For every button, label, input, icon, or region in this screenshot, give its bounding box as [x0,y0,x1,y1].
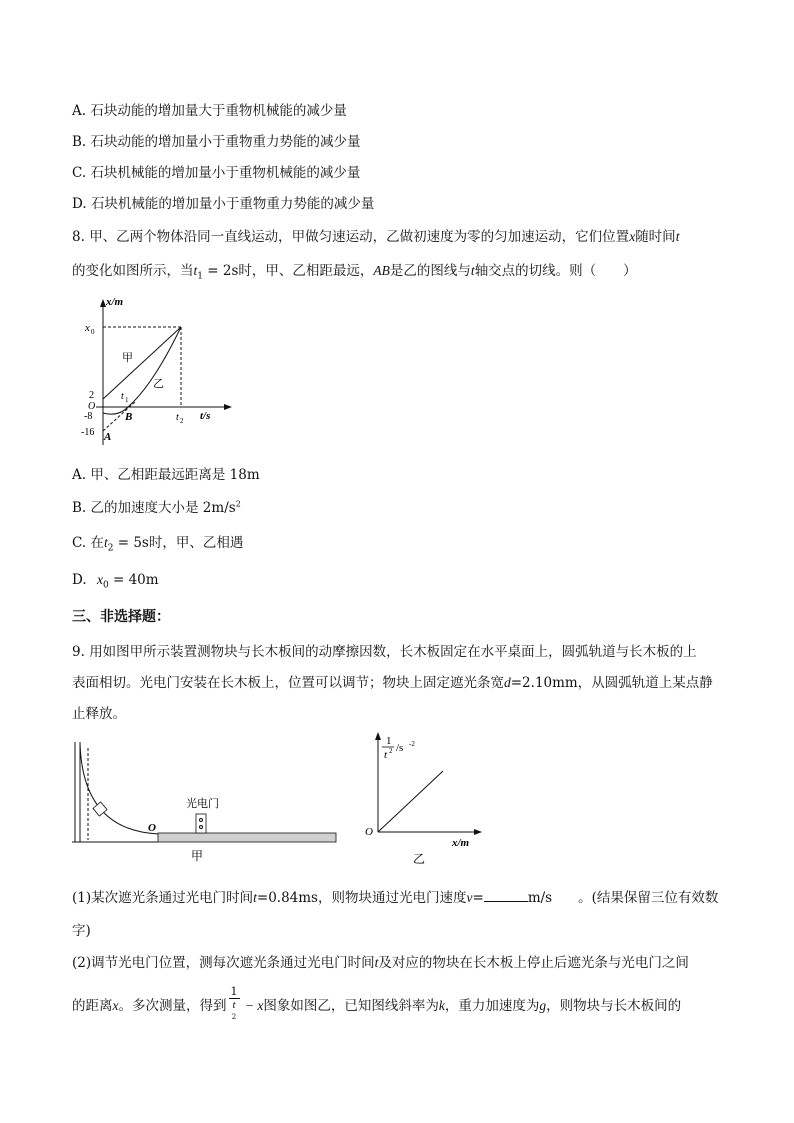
math-var: g [539,997,547,1013]
stem-text: (2)调节光电门位置，测每次遮光条通过光电门时间 [72,955,375,971]
option-text: 石块动能的增加量小于重物重力势能的减少量 [90,134,361,150]
stem-text: =2.10mm，从圆弧轨道上某点静 [510,675,713,691]
option-text: 在 [90,535,104,551]
stem-text: 。(结果保留三位有效数 [578,890,719,906]
stem-text: 用如图甲所示装置测物块与长木板间的动摩擦因数，长木板固定在水平桌面上，圆弧轨道与长木板的上 [89,644,697,660]
math-var: t [253,890,257,905]
fraction-num: 1 [230,985,238,998]
q9-part2-line2 [72,986,681,1027]
graph-line [378,771,443,832]
stem-text: 字) [72,923,91,939]
label-jia: 甲 [122,352,133,364]
tick-2: 2 [89,390,94,401]
math-val: = 2s [203,263,239,279]
stem-text: 。多次测量，得到 [118,997,227,1014]
fraction-den: t [232,999,236,1011]
option-key: D. [72,572,87,588]
q7-option-b [72,130,361,150]
stem-text: (1)某次遮光条通过光电门时间 [72,890,254,906]
option-key: B. [72,500,87,516]
math-var: AB [373,263,390,278]
line-jia [103,327,181,399]
label-t2: t [176,412,179,423]
q9-line3 [72,702,126,722]
math-var: t [675,229,680,244]
option-key: C. [72,165,87,181]
answer-blank[interactable] [484,889,528,902]
math-var: x [96,572,103,587]
q9-line2 [72,671,713,691]
q7-option-d [72,192,374,212]
o-label: O [365,826,373,838]
option-key: D. [72,196,87,212]
math-var: t [470,263,475,278]
label-t1: t [121,391,124,402]
q8-xt-graph [78,295,238,455]
question-number: 9. [72,644,85,660]
stem-text: 随时间 [635,229,676,245]
q9-figure-jia [68,738,348,868]
fraction-den-sup: 2 [231,1013,237,1021]
q9-part2-line1 [72,951,689,971]
stem-text: ，则物块与长木板间的 [546,997,682,1014]
option-key: A. [72,103,87,119]
math-sub: 2 [107,543,114,554]
stem-text: 止释放。 [72,706,126,722]
x-axis-arrow [474,829,482,835]
label-b: B [125,411,133,423]
option-text: 石块动能的增加量大于重物机械能的减少量 [90,103,347,119]
y-frac-den: t [384,749,388,761]
q9-line1 [72,640,697,660]
caption-yi: 乙 [413,852,426,866]
y-unit-sup: -2 [409,740,415,748]
photogate-label: 光电门 [186,798,219,810]
math-var: t [103,535,108,550]
math-val: = 40m [108,572,159,588]
option-text: 乙的加速度大小是 2m/s [90,500,236,516]
unit-text: m/s [527,890,553,906]
question-number: 8. [72,229,85,245]
math-sub: 1 [197,271,203,282]
stem-text: 图象如图乙，已知图线斜率为 [263,997,439,1014]
option-text: 石块机械能的增加量小于重物重力势能的减少量 [90,196,375,212]
x-axis-label: t/s [200,410,211,422]
stem-text: 的变化如图所示，当 [72,263,194,279]
board [158,833,336,842]
o-label: O [148,822,156,834]
y-unit: /s [396,742,404,754]
caption-jia: 甲 [191,849,204,863]
q8-option-c [72,531,243,554]
q7-option-a [72,99,347,119]
q8-stem-line2 [72,259,637,282]
curve-yi [103,327,181,414]
stem-text: 及对应的物块在长木板上停止后遮光条与光电门之间 [378,955,689,971]
option-text: 甲、乙相距最远距离是 18m [90,467,260,483]
q9-part1-line1 [72,886,718,906]
q8-option-d [72,572,159,591]
x-label: x/m [452,837,470,849]
math-var: x [112,997,119,1013]
label-yi: 乙 [153,378,164,390]
option-key: A. [72,467,87,483]
option-key: C. [72,535,87,551]
y-axis-label: x/m [106,296,124,308]
math-var: k [438,997,445,1013]
q8-option-a [72,463,260,483]
tick-m16: -16 [81,427,95,438]
q9-part1-line2 [72,919,91,939]
q7-option-c [72,161,360,181]
fraction [229,986,240,1027]
q8-option-b [72,496,241,516]
stem-text: 轴交点的切线。则（ ） [474,263,637,279]
math-var: t [374,955,379,970]
label-t1-sub: 1 [125,396,129,404]
y-frac-num: 1 [386,735,392,747]
stem-text: 的距离 [72,997,113,1014]
stem-text: =0.84ms，则物块通过光电门速度 [256,890,467,906]
stem-text: 是乙的图线与 [389,263,471,279]
label-t2-sub: 2 [180,417,184,425]
label-a: A [104,431,112,443]
math-var: v [466,890,473,905]
tick-m8: -8 [84,411,93,422]
option-key: B. [72,134,87,150]
y-axis-arrow [375,732,381,740]
math-sub: 0 [102,580,109,591]
stem-text: 甲、乙两个物体沿同一直线运动，甲做匀速运动，乙做初速度为零的匀加速运动，它们位置 [89,229,630,245]
arc-track [80,742,158,834]
math-var: t [193,263,198,278]
option-text: 时，甲、乙相遇 [148,535,244,551]
math-val: = 5s [113,535,149,551]
x-axis-arrow [224,404,232,410]
math-expr: − x [241,997,264,1013]
stem-text: 时，甲、乙相距最远， [238,263,374,279]
option-text: 石块机械能的增加量小于重物机械能的减少量 [90,165,361,181]
math-var: d [504,675,511,690]
q8-stem-line1 [72,225,679,245]
q9-figure-yi [360,728,490,868]
stem-text: 表面相切。光电门安装在长木板上，位置可以调节；物块上固定遮光条宽 [72,675,504,691]
math-var: x [629,229,636,244]
stem-text: ，重力加速度为 [444,997,540,1014]
x0-sub: 0 [91,328,95,336]
section-title: 三、非选择题： [72,608,170,624]
option-sup: 2 [235,499,241,509]
stem-text: = [472,890,484,906]
photogate [196,814,206,833]
tick-o: O [88,401,96,412]
y-frac-den-sup: 2 [389,747,393,755]
x0-label: x [85,322,90,334]
